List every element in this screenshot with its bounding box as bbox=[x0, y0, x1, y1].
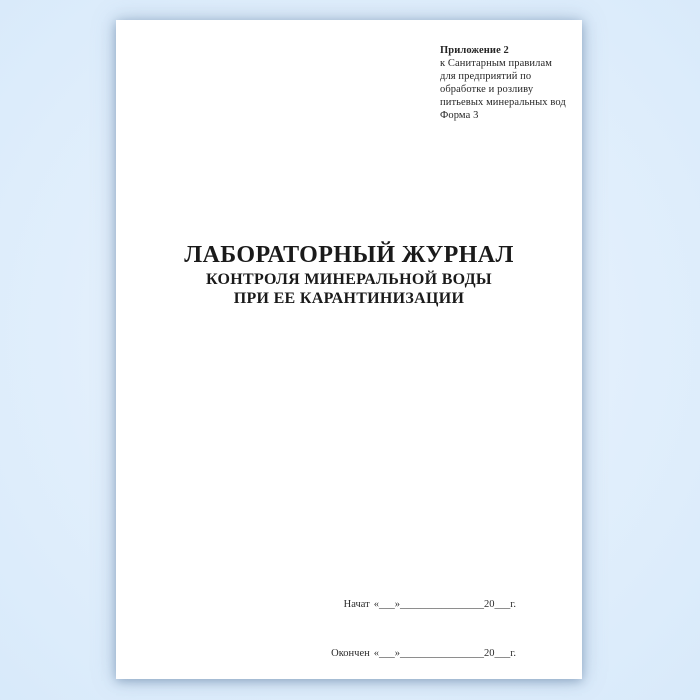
date-row-finished bbox=[331, 647, 516, 660]
appendix-line: для предприятий по bbox=[440, 71, 532, 82]
title-line-2: КОНТРОЛЯ МИНЕРАЛЬНОЙ ВОДЫ bbox=[206, 271, 492, 288]
title-line-1: ЛАБОРАТОРНЫЙ ЖУРНАЛ bbox=[184, 242, 514, 268]
appendix-heading: Приложение 2 bbox=[440, 45, 509, 56]
title-line-3: ПРИ ЕЕ КАРАНТИНИЗАЦИИ bbox=[233, 290, 465, 307]
cover-title bbox=[116, 241, 582, 308]
appendix-line: питьевых минеральных вод bbox=[440, 97, 566, 108]
date-finished-blank: «___»________________20___г. bbox=[373, 648, 516, 659]
date-started-label: Начат bbox=[343, 599, 370, 610]
appendix-note bbox=[440, 44, 575, 122]
appendix-line: к Санитарным правилам bbox=[440, 58, 552, 69]
appendix-line: обработке и розливу bbox=[440, 84, 534, 95]
appendix-form-number: Форма 3 bbox=[440, 110, 479, 121]
date-finished-label: Окончен bbox=[331, 648, 370, 659]
date-rows bbox=[331, 572, 516, 696]
date-row-started bbox=[331, 598, 516, 611]
date-started-blank: «___»________________20___г. bbox=[373, 599, 516, 610]
journal-cover-page bbox=[116, 20, 582, 679]
